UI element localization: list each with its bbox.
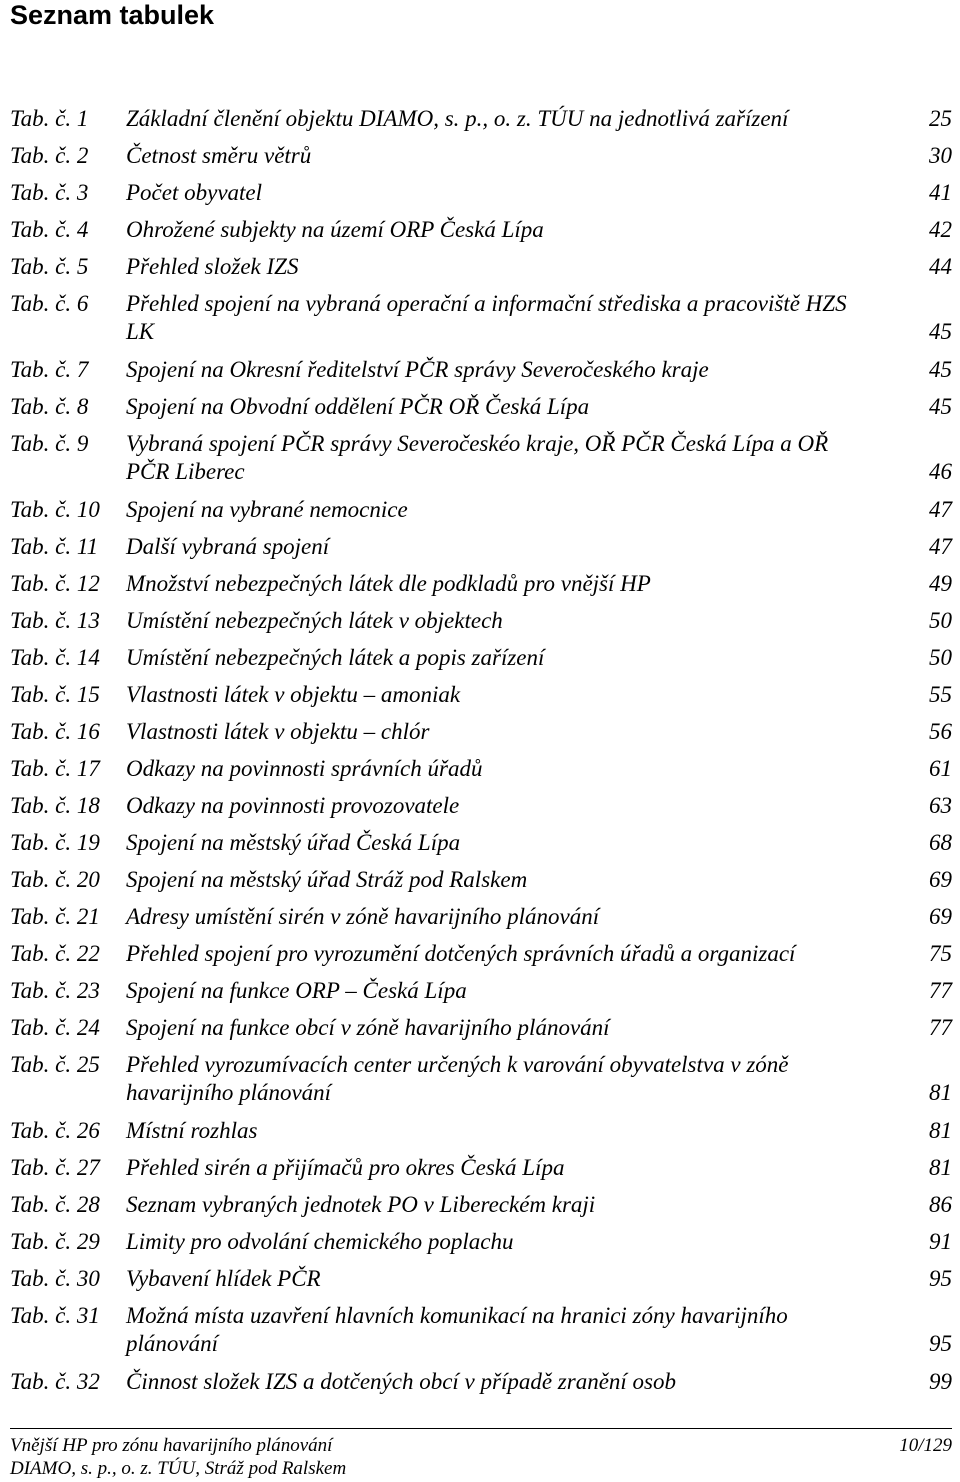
- table-page-number: 30: [929, 143, 952, 168]
- table-title: Přehled sirén a přijímačů pro okres Česká Lípa: [126, 1155, 565, 1180]
- table-list-item: [0, 718, 960, 746]
- table-title: Odkazy na povinnosti provozovatele: [126, 793, 460, 818]
- table-title: Ohrožené subjekty na území ORP Česká Lípa: [126, 217, 544, 242]
- table-number: Tab. č. 25: [10, 1052, 100, 1077]
- table-title: Přehled spojení na vybraná operační a informační střediska a pracoviště HZS LK: [126, 291, 847, 344]
- table-title: Spojení na funkce obcí v zóně havarijního plánování: [126, 1015, 610, 1040]
- table-number: Tab. č. 11: [10, 534, 99, 559]
- table-title: Adresy umístění sirén v zóně havarijního plánování: [126, 904, 600, 929]
- table-list-item: [0, 644, 960, 672]
- table-page-number: 56: [929, 719, 952, 744]
- table-number: Tab. č. 27: [10, 1155, 100, 1180]
- table-title: Spojení na Okresní ředitelství PČR správy Severočeského kraje: [126, 357, 709, 382]
- table-number: Tab. č. 28: [10, 1192, 100, 1217]
- table-list-item: [0, 1368, 960, 1396]
- table-title: Přehled vyrozumívacích center určených k varování obyvatelstva v zóně havarijního plánování: [126, 1052, 789, 1105]
- table-page-number: 91: [929, 1229, 952, 1254]
- table-page-number: 81: [929, 1080, 952, 1105]
- footer-document-title: Vnější HP pro zónu havarijního plánování: [10, 1435, 333, 1456]
- table-page-number: 75: [929, 941, 952, 966]
- table-title: Možná místa uzavření hlavních komunikací na hranici zóny havarijního plánování: [126, 1303, 788, 1356]
- table-title: Spojení na městský úřad Česká Lípa: [126, 830, 461, 855]
- table-page-number: 49: [929, 571, 952, 596]
- table-page-number: 69: [929, 867, 952, 892]
- table-page-number: 45: [929, 319, 952, 344]
- table-list-item: [0, 533, 960, 561]
- table-page-number: 81: [929, 1118, 952, 1143]
- table-title: Vybavení hlídek PČR: [126, 1266, 321, 1291]
- table-number: Tab. č. 24: [10, 1015, 100, 1040]
- table-number: Tab. č. 7: [10, 357, 89, 382]
- table-number: Tab. č. 16: [10, 719, 100, 744]
- table-list-item: [0, 393, 960, 421]
- table-page-number: 42: [929, 217, 952, 242]
- table-list-item: [0, 866, 960, 894]
- table-list-item: [0, 977, 960, 1005]
- table-title: Spojení na Obvodní oddělení PČR OŘ Česká Lípa: [126, 394, 590, 419]
- table-number: Tab. č. 6: [10, 291, 89, 316]
- table-title: Spojení na funkce ORP – Česká Lípa: [126, 978, 467, 1003]
- table-title: Počet obyvatel: [126, 180, 263, 205]
- table-page-number: 47: [929, 534, 952, 559]
- table-list-item: [0, 496, 960, 524]
- table-number: Tab. č. 10: [10, 497, 100, 522]
- table-page-number: 95: [929, 1331, 952, 1356]
- table-list-item: [0, 105, 960, 133]
- table-list-item: [0, 179, 960, 207]
- table-list-item: [0, 1117, 960, 1145]
- table-number: Tab. č. 19: [10, 830, 100, 855]
- footer-organization: DIAMO, s. p., o. z. TÚU, Stráž pod Ralskem: [10, 1458, 347, 1479]
- table-list-item: [0, 940, 960, 968]
- table-title: Přehled složek IZS: [126, 254, 299, 279]
- table-list-item: [0, 903, 960, 931]
- table-list-item: [0, 1014, 960, 1042]
- table-list-item: [0, 356, 960, 384]
- table-number: Tab. č. 12: [10, 571, 100, 596]
- table-number: Tab. č. 20: [10, 867, 100, 892]
- table-page-number: 86: [929, 1192, 952, 1217]
- table-list-item: [0, 290, 960, 346]
- table-page-number: 77: [929, 1015, 952, 1040]
- table-number: Tab. č. 30: [10, 1266, 100, 1291]
- table-page-number: 63: [929, 793, 952, 818]
- table-page-number: 81: [929, 1155, 952, 1180]
- table-number: Tab. č. 32: [10, 1369, 100, 1394]
- table-page-number: 55: [929, 682, 952, 707]
- table-list-item: [0, 1228, 960, 1256]
- table-list-item: [0, 681, 960, 709]
- table-page-number: 69: [929, 904, 952, 929]
- table-title: Limity pro odvolání chemického poplachu: [126, 1229, 514, 1254]
- table-number: Tab. č. 14: [10, 645, 100, 670]
- table-list-item: [0, 607, 960, 635]
- table-title: Umístění nebezpečných látek a popis zařízení: [126, 645, 545, 670]
- table-title: Základní členění objektu DIAMO, s. p., o. z. TÚU na jednotlivá zařízení: [126, 106, 789, 131]
- table-number: Tab. č. 22: [10, 941, 100, 966]
- table-title: Odkazy na povinnosti správních úřadů: [126, 756, 483, 781]
- table-list-item: [0, 570, 960, 598]
- table-list-item: [0, 216, 960, 244]
- table-number: Tab. č. 18: [10, 793, 100, 818]
- table-title: Činnost složek IZS a dotčených obcí v případě zranění osob: [126, 1369, 677, 1394]
- table-page-number: 99: [929, 1369, 952, 1394]
- table-list-item: [0, 1154, 960, 1182]
- table-title: Vlastnosti látek v objektu – chlór: [126, 719, 430, 744]
- table-number: Tab. č. 29: [10, 1229, 100, 1254]
- table-list-item: [0, 755, 960, 783]
- table-page-number: 68: [929, 830, 952, 855]
- footer-page-number: 10/129: [899, 1435, 952, 1456]
- table-number: Tab. č. 3: [10, 180, 89, 205]
- table-page-number: 47: [929, 497, 952, 522]
- table-number: Tab. č. 23: [10, 978, 100, 1003]
- table-page-number: 45: [929, 394, 952, 419]
- table-list-item: [0, 1051, 960, 1107]
- table-page-number: 50: [929, 645, 952, 670]
- table-title: Místní rozhlas: [126, 1118, 258, 1143]
- table-title: Přehled spojení pro vyrozumění dotčených správních úřadů a organizací: [126, 941, 796, 966]
- table-number: Tab. č. 1: [10, 106, 89, 131]
- table-list-item: [0, 430, 960, 486]
- table-title: Množství nebezpečných látek dle podkladů pro vnější HP: [126, 571, 651, 596]
- table-title: Vlastnosti látek v objektu – amoniak: [126, 682, 461, 707]
- table-number: Tab. č. 2: [10, 143, 89, 168]
- table-number: Tab. č. 4: [10, 217, 89, 242]
- table-page-number: 25: [929, 106, 952, 131]
- table-number: Tab. č. 26: [10, 1118, 100, 1143]
- table-title: Spojení na vybrané nemocnice: [126, 497, 408, 522]
- table-number: Tab. č. 8: [10, 394, 89, 419]
- table-list-item: [0, 1191, 960, 1219]
- table-list-item: [0, 142, 960, 170]
- table-number: Tab. č. 17: [10, 756, 100, 781]
- table-title: Četnost směru větrů: [126, 143, 312, 168]
- table-number: Tab. č. 9: [10, 431, 89, 456]
- table-number: Tab. č. 21: [10, 904, 100, 929]
- table-list-item: [0, 792, 960, 820]
- table-page-number: 44: [929, 254, 952, 279]
- table-list-item: [0, 1302, 960, 1358]
- table-number: Tab. č. 13: [10, 608, 100, 633]
- page-heading: Seznam tabulek: [10, 0, 215, 30]
- table-page-number: 77: [929, 978, 952, 1003]
- table-list-item: [0, 253, 960, 281]
- table-number: Tab. č. 15: [10, 682, 100, 707]
- table-page-number: 50: [929, 608, 952, 633]
- table-page-number: 46: [929, 459, 952, 484]
- table-list-item: [0, 1265, 960, 1293]
- table-list-item: [0, 829, 960, 857]
- table-title: Spojení na městský úřad Stráž pod Ralskem: [126, 867, 528, 892]
- table-page-number: 95: [929, 1266, 952, 1291]
- table-number: Tab. č. 31: [10, 1303, 100, 1328]
- table-title: Seznam vybraných jednotek PO v Libereckém kraji: [126, 1192, 596, 1217]
- footer-divider: [10, 1428, 952, 1429]
- table-page-number: 61: [929, 756, 952, 781]
- table-page-number: 45: [929, 357, 952, 382]
- table-page-number: 41: [929, 180, 952, 205]
- table-title: Vybraná spojení PČR správy Severočeskéo kraje, OŘ PČR Česká Lípa a OŘ PČR Liberec: [126, 431, 829, 484]
- table-title: Umístění nebezpečných látek v objektech: [126, 608, 503, 633]
- table-number: Tab. č. 5: [10, 254, 89, 279]
- table-title: Další vybraná spojení: [126, 534, 330, 559]
